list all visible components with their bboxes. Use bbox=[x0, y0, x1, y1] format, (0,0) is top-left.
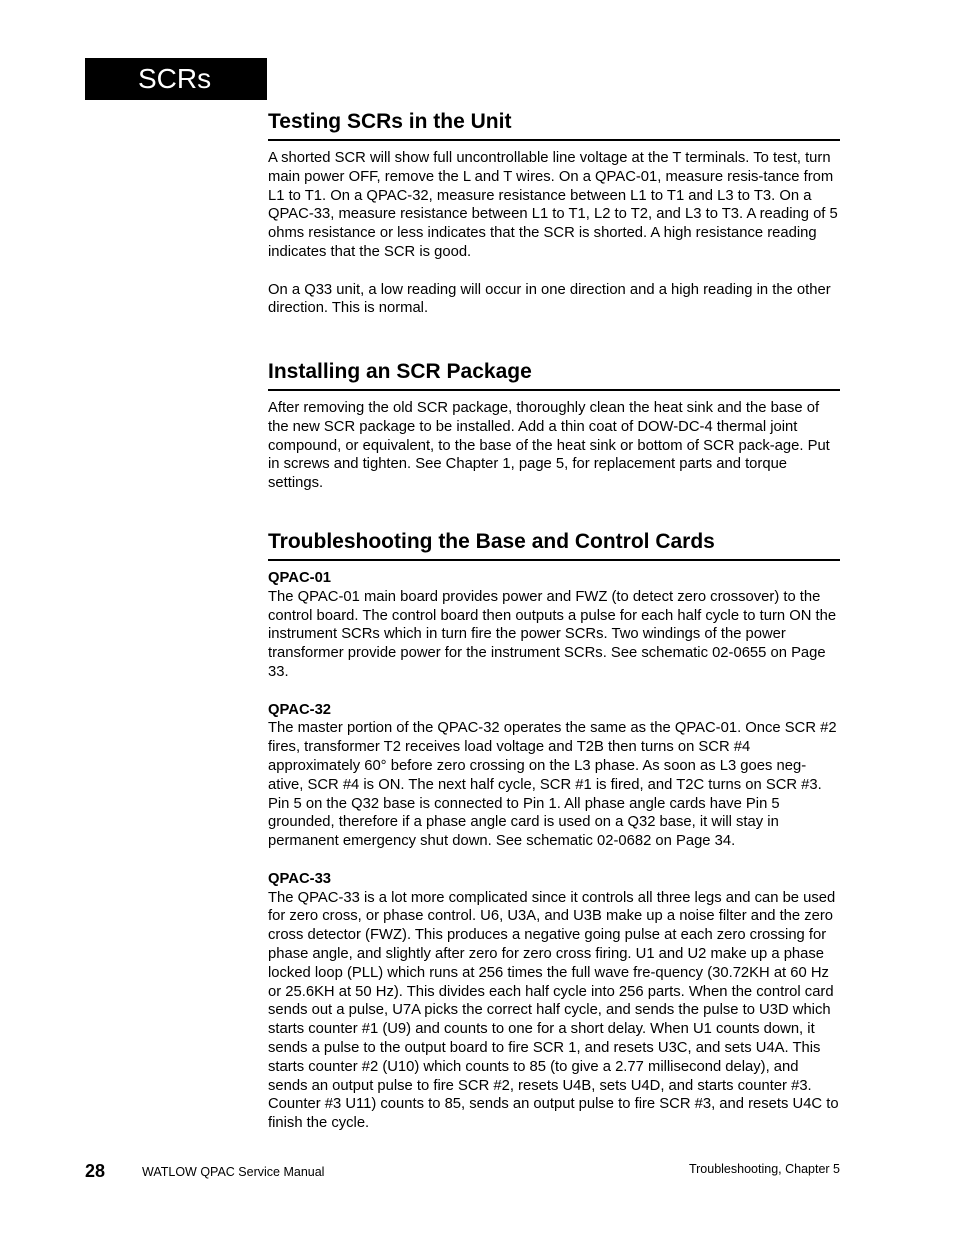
section-heading: Testing SCRs in the Unit bbox=[268, 109, 840, 141]
paragraph: The QPAC-33 is a lot more complicated since it controls all three legs and can be used for zero cross, or phase control. U6, U3A, and U3B make up a noise filter and the zero cross detector (FWZ). This produces a negative going pulse at each zero crossing for phase angle, and slightly after zero for zero cross firing. U1 and U2 make up a phase locked loop (PLL) which runs at 256 times the full wave fre-quency (30.72KH at 60 Hz or 25.6KH at 50 Hz). This divides each half cycle into 256 parts. When the control card sends out a pulse, U7A picks the correct half cycle, and sends the pulse to U3D which starts counter #1 (U9) and counts to one for a short delay. When U1 counts down, it sends a pulse to the output board to fire SCR 1, and resets U3C, and sets U4A. This starts counter #2 (U10) which counts to 85 (to give a 2.77 millisecond delay), and sends an output pulse to fire SCR #2, resets U4B, sets U4D, and starts counter #3. Counter #3 U11) counts to 85, sends an output pulse to fire SCR #3, and resets U4C to finish the cycle. bbox=[268, 889, 839, 1132]
paragraph: On a Q33 unit, a low reading will occur in one direction and a high reading in the other direction. This is normal. bbox=[268, 281, 831, 317]
footer-manual-title: WATLOW QPAC Service Manual bbox=[142, 1165, 325, 1179]
section-troubleshooting-cards bbox=[268, 529, 840, 1133]
paragraph: The master portion of the QPAC-32 operates the same as the QPAC-01. Once SCR #2 fires, transformer T2 receives load voltage and T2B then turns on SCR #4 approximately 60° before zero crossing on the L3 phase. As soon as L3 goes neg-ative, SCR #4 is ON. The next half cycle, SCR #1 is fired, and T2C turns on SCR #3. Pin 5 on the Q32 base is connected to Pin 1. All phase angle cards have Pin 5 grounded, therefore if a phase angle card is used on a Q32 base, it will stay in permanent emergency shut down. See schematic 02-0682 on Page 34. bbox=[268, 720, 837, 850]
paragraph: After removing the old SCR package, thoroughly clean the heat sink and the base of the new SCR package to be installed. Add a thin coat of DOW-DC-4 thermal joint compound, or equivalent, to the base of the heat sink or bottom of SCR pack-age. Put in screws and tighten. See Chapter 1, page 5, for replacement parts and torque settings. bbox=[268, 400, 830, 492]
paragraph: A shorted SCR will show full uncontrollable line voltage at the T terminals. To test, turn main power OFF, remove the L and T wires. On a QPAC-01, measure resis-tance from L1 to T1. On a QPAC-32, measure resistance between L1 to T1 and L3 to T3. On a QPAC-33, measure resistance between L1 to T1, L2 to T2, and L3 to T3. A reading of 5 ohms resistance or less indicates that the SCR is shorted. A high resistance reading indicates that the SCR is good. bbox=[268, 150, 838, 260]
subsection-title: QPAC-33 bbox=[268, 870, 332, 887]
section-testing-scrs bbox=[268, 109, 840, 318]
chapter-tab bbox=[85, 58, 267, 100]
page-number: 28 bbox=[85, 1161, 106, 1181]
paragraph: The QPAC-01 main board provides power and FWZ (to detect zero crossover) to the control board. The control board then outputs a pulse for each half cycle to turn ON the instrument SCRs which in turn fire the power SCRs. Two windings of the power transformer provide power for the instrument SCRs. See schematic 02-0655 on Page 33. bbox=[268, 588, 837, 680]
section-heading: Installing an SCR Package bbox=[268, 359, 840, 391]
section-heading: Troubleshooting the Base and Control Cards bbox=[268, 529, 840, 561]
footer-chapter: Troubleshooting, Chapter 5 bbox=[688, 1162, 840, 1176]
section-installing-scr bbox=[268, 359, 840, 493]
subsection-title: QPAC-32 bbox=[268, 701, 332, 718]
subsection-title: QPAC-01 bbox=[268, 570, 332, 586]
chapter-tab-label: SCRs bbox=[138, 63, 212, 94]
